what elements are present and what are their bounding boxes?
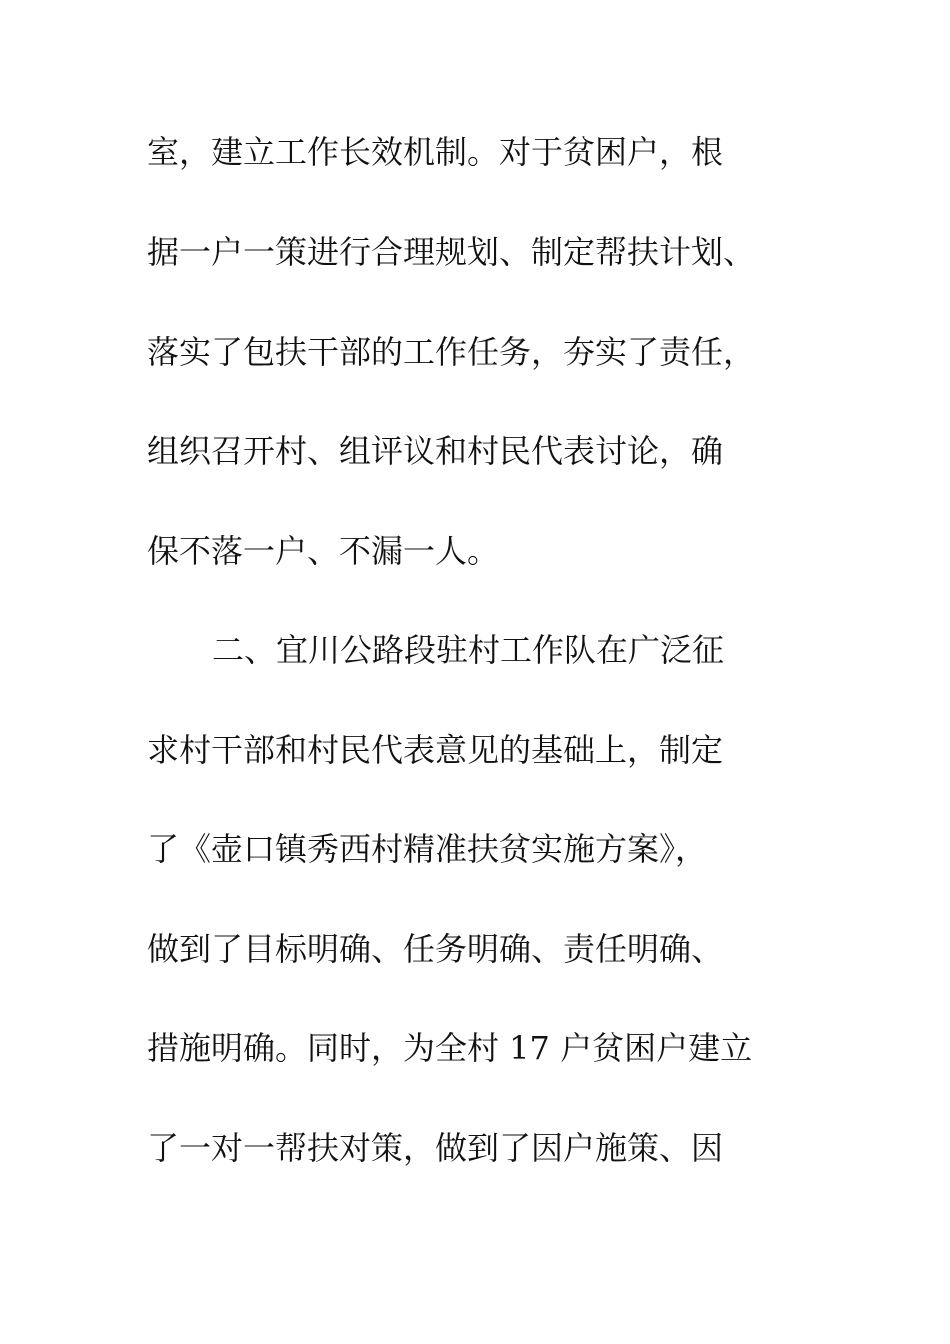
text-line: 组织召开村、组评议和村民代表讨论，确 <box>147 432 724 470</box>
text-line: 求村干部和村民代表意见的基础上，制定 <box>147 731 724 769</box>
text-line: 落实了包扶干部的工作任务，夯实了责任， <box>147 333 756 371</box>
text-line: 做到了目标明确、任务明确、责任明确、 <box>147 930 724 968</box>
text-line: 据一户一策进行合理规划、制定帮扶计划、 <box>147 233 756 271</box>
text-line: 了《壶口镇秀西村精准扶贫实施方案》， <box>147 830 708 868</box>
text-line: 了一对一帮扶对策，做到了因户施策、因 <box>147 1129 724 1167</box>
text-line: 措施明确。同时，为全村 17 户贫困户建立 <box>147 1029 753 1067</box>
text-line: 保不落一户、不漏一人。 <box>147 532 500 570</box>
paragraph-start-line: 二、宜川公路段驻村工作队在广泛征 <box>212 631 725 669</box>
text-line: 室，建立工作长效机制。对于贫困户，根 <box>147 133 724 171</box>
